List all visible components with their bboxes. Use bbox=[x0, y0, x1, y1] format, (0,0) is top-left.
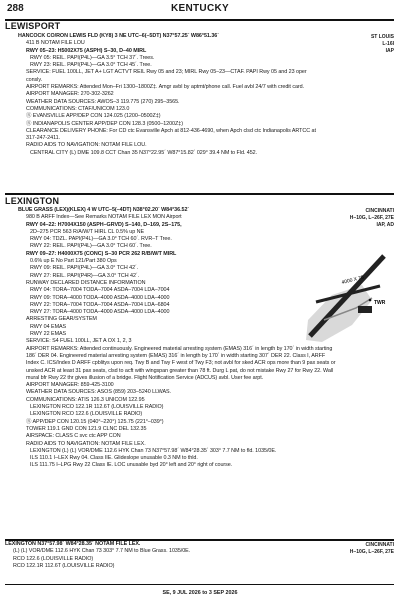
state-title: KENTUCKY bbox=[171, 3, 229, 14]
header-rule bbox=[5, 19, 394, 21]
lexington-line: LEXINGTON RCO 122.6 (LOUISVILLE RADIO) bbox=[30, 411, 143, 418]
chart-ref: ST LOUIS bbox=[370, 34, 394, 40]
lexington-chart-refs bbox=[344, 208, 394, 229]
lewisport-line: CLEARANCE DELIVERY PHONE: For CD ctc Evansville Apch at 812-436-4690, when Apch clsd ctc Indianapolis ARTCC at bbox=[26, 127, 316, 134]
lewisport-line: CENTRAL CITY (L) DME 109.8 CCT Chan 35 N37°22.95´ W87°15.82´ 029° 39.4 NM to Fld. 452. bbox=[30, 149, 258, 156]
page-number: 288 bbox=[7, 3, 24, 14]
lexington-line: COMMUNICATIONS: ATIS 126.3 UNICOM 122.95 bbox=[26, 396, 145, 403]
lewisport-line: Ⓡ INDIANAPOLIS CENTER APP/DEP CON 128.3 (0500–1200Z‡) bbox=[26, 120, 183, 127]
lexington-line: ARRESTING GEAR/SYSTEM bbox=[26, 316, 97, 323]
footer-rule bbox=[5, 584, 394, 585]
lexington-line: RWY 04: TORA–7004 TODA–7004 ASDA–7004 LDA–7004 bbox=[30, 287, 170, 294]
tower-label: TWR bbox=[374, 300, 386, 306]
lexington-line: RWY 04 EMAS bbox=[30, 323, 67, 330]
lewisport-line: WEATHER DATA SOURCES: AWOS–3 119.775 (270) 295–3565. bbox=[26, 98, 180, 105]
vor-line: RCO 122.6 (LOUISVILLE RADIO) bbox=[13, 555, 94, 562]
chart-ref: H–10G, L–26F, 27E bbox=[349, 549, 394, 555]
lewisport-line: SERVICE: FUEL 100LL, JET A+ LGT ACTVT REIL Rwy 05 and 23; MIRL Rwy 05–23—CTAF. PAPI Rwy 05 and 23 oper bbox=[26, 69, 307, 76]
footer-effective-dates: SE, 9 JUL 2026 to 3 SEP 2026 bbox=[162, 590, 238, 596]
lexington-line: ILS 110.1 I–LEX Rwy 04. Class IIE. Glideslope unusable 0.3 NM to thld. bbox=[30, 455, 198, 462]
lexington-line: RWY 22: TORA–7004 TODA–7004 ASDA–7004 LDA–6804 bbox=[30, 301, 170, 308]
lexington-line: AIRPORT MANAGER: 859-425-3100 bbox=[26, 382, 114, 389]
lexington-line: RWY 09: REIL. PAPI(P4L)—GA 3.0° TCH 42´. bbox=[30, 265, 139, 272]
lewisport-line: 411 B NOTAM FILE LOU bbox=[26, 40, 85, 47]
lexington-vor-entry bbox=[5, 541, 323, 570]
lewisport-line: RWY 23: REIL. PAPI(P4L)—GA 3.0° TCH 45´. Tree. bbox=[30, 62, 152, 69]
lewisport-line: RADIO AIDS TO NAVIGATION: NOTAM FILE LOU. bbox=[26, 142, 147, 149]
lexington-line: RWY 27: REIL. PAPI(P4R)—GA 3.0° TCH 42´. bbox=[30, 272, 140, 279]
lexington-line: LEXINGTON (L) (L) VOR/DME 112.6 HYK Chan 73 N37°57.98´ W84°28.35´ 303° 7.7 NM to fld. 1035/0E. bbox=[30, 447, 277, 454]
vor-line: LEXINGTON N37°57.98´ W84°28.35´ NOTAM FILE LEX. bbox=[5, 541, 141, 547]
vor-line: (L) (L) VOR/DME 112.6 HYK Chan 73 303° 7.7 NM to Blue Grass. 1035/0E. bbox=[13, 548, 191, 555]
lexington-line: RUNWAY DECLARED DISTANCE INFORMATION bbox=[26, 279, 146, 286]
chart-ref: CINCINNATI bbox=[365, 208, 394, 214]
lexington-line: RWY 27: TORA–4000 TODA–4000 ASDA–4000 LDA–4000 bbox=[30, 309, 170, 316]
lexington-line: RWY 22 EMAS bbox=[30, 331, 67, 338]
airport-diagram bbox=[302, 240, 394, 347]
lexington-line: ILS 111.75 I–LPG Rwy 22 Class IE. LOC unusable byd 20° left and 20° right of course. bbox=[30, 462, 233, 469]
lexington-entry bbox=[18, 207, 336, 470]
lewisport-line: RWY 05–23: H5002X75 (ASPH) S–30, D–40 MIRL bbox=[26, 47, 147, 54]
section-rule bbox=[5, 193, 394, 195]
lexington-line: 980 B ARFF Index—See Remarks NOTAM FILE LEX MON Airport bbox=[26, 214, 182, 221]
lexington-line: RWY 22: REIL. PAPI(P4L)—GA 3.0° TCH 60´. Tree. bbox=[30, 243, 152, 250]
chart-ref: IAP bbox=[385, 48, 394, 54]
chart-ref: CINCINNATI bbox=[365, 542, 394, 548]
lexington-line: Ⓡ APP/DEP CON 120.15 (040°–220°) 125.75 (221°–039°) bbox=[26, 418, 164, 425]
terrain-shading bbox=[306, 285, 372, 342]
page-header bbox=[0, 2, 400, 18]
vor-chart-refs bbox=[344, 542, 394, 556]
vor-line: RCO 122.1R 112.6T (LOUISVILLE RADIO) bbox=[13, 562, 115, 569]
terminal-building bbox=[358, 306, 372, 313]
lewisport-line: HANCOCK CO/RON LEWIS FLD (KY8) 3 NE UTC–6(–5DT) N37°57.25´ W86°51.36´ bbox=[18, 33, 219, 39]
lewisport-entry bbox=[18, 33, 336, 157]
lewisport-line: AIRPORT MANAGER: 270-302-3262 bbox=[26, 91, 114, 98]
city-lewisport: LEWISPORT bbox=[5, 21, 61, 31]
lewisport-line: consly. bbox=[26, 76, 43, 83]
lexington-line: TOWER 119.1 GND CON 121.9 CLNC DEL 132.35 bbox=[26, 425, 147, 432]
lexington-line: AIRSPACE: CLASS C svc ctc APP CON bbox=[26, 433, 121, 440]
lexington-line: WEATHER DATA SOURCES: ASOS (859) 203–5240 LLWAS. bbox=[26, 389, 171, 396]
chart-ref: IAP, AD bbox=[376, 222, 394, 228]
lexington-line: AIRPORT REMARKS: Attended continuously. Engineered material arresting system (EMAS) 316´ in length by 170´ in width starting 186´ DER 04. Engineered material arresting system (EMAS) 316´ in length by 170´ in width starting 307´ DER 22. Class I, ARFF Index C. ICS/Index D ARFF cpblitys upon req. Twy B and Twy F west of Twy F3; not avbl for sked ACR ops more than 9 pax seats or unsked ACR at least 31 pax seats, clsd to acft with wingspan greater than 78 ft. Durg L pat, do not mistake Rwy 27 for Rwy 22. Wall mural bfr Rwy 22 thr gives illusion of a bridge. Flight Notification Service (ADCUS) avbl. User fee arpt. bbox=[26, 345, 336, 381]
lewisport-line: COMMUNICATIONS: CTAF/UNICOM 123.0 bbox=[26, 105, 130, 112]
lewisport-line: 317-247-2411. bbox=[26, 135, 61, 142]
lewisport-chart-refs bbox=[344, 34, 394, 55]
lexington-line: LEXINGTON RCO 122.1R 112.6T (LOUISVILLE RADIO) bbox=[30, 404, 164, 411]
lexington-line: RWY 04: TDZL. PAPI(P4L)—GA 3.0° TCH 60´. RVR–T Tree. bbox=[30, 236, 172, 243]
lexington-line: RADIO AIDS TO NAVIGATION: NOTAM FILE LEX. bbox=[26, 440, 146, 447]
runway-label: 4000 X 75 bbox=[341, 274, 365, 286]
lexington-line: RWY 09–27: H4000X75 (CONC) S–30 PCR 262 R/B/W/T MIRL bbox=[26, 250, 177, 257]
lewisport-line: AIRPORT REMARKS: Attended Mon–Fri 1300–1800Z‡. Amgr avbl by aptmt/phone call. Fuel avbl 24/7 with credit card. bbox=[26, 84, 305, 91]
lexington-line: 0.6% up E No Part 121/Part 380 Ops bbox=[30, 258, 117, 265]
chart-ref: H–10G, L–26F, 27E bbox=[349, 215, 394, 221]
tower-marker bbox=[369, 299, 372, 302]
lewisport-line: RWY 05: REIL. PAPI(P4L)—GA 3.5° TCH 37´. Trees. bbox=[30, 54, 155, 61]
lexington-line: 2D–275 PCR 563 R/A/W/T HIRL CL 0.5% up NE bbox=[30, 228, 144, 235]
lexington-line: BLUE GRASS (LEX)(KLEX) 4 W UTC–5(–4DT) N38°02.20´ W84°36.52´ bbox=[18, 207, 190, 213]
lewisport-line: Ⓡ EVANSVILLE APP/DEP CON 124.025 (1200–0500Z‡) bbox=[26, 113, 161, 120]
chart-ref: L-16I bbox=[382, 41, 394, 47]
city-lexington: LEXINGTON bbox=[5, 196, 60, 206]
lexington-line: RWY 09: TORA–4000 TODA–4000 ASDA–4000 LDA–4000 bbox=[30, 294, 170, 301]
lexington-line: SERVICE: S4 FUEL 100LL, JET A OX 1, 2, 3 bbox=[26, 338, 132, 345]
lexington-line: RWY 04–22: H7004X150 (ASPH–GRVD) S–140, D–169, 2S–175, bbox=[26, 221, 182, 228]
